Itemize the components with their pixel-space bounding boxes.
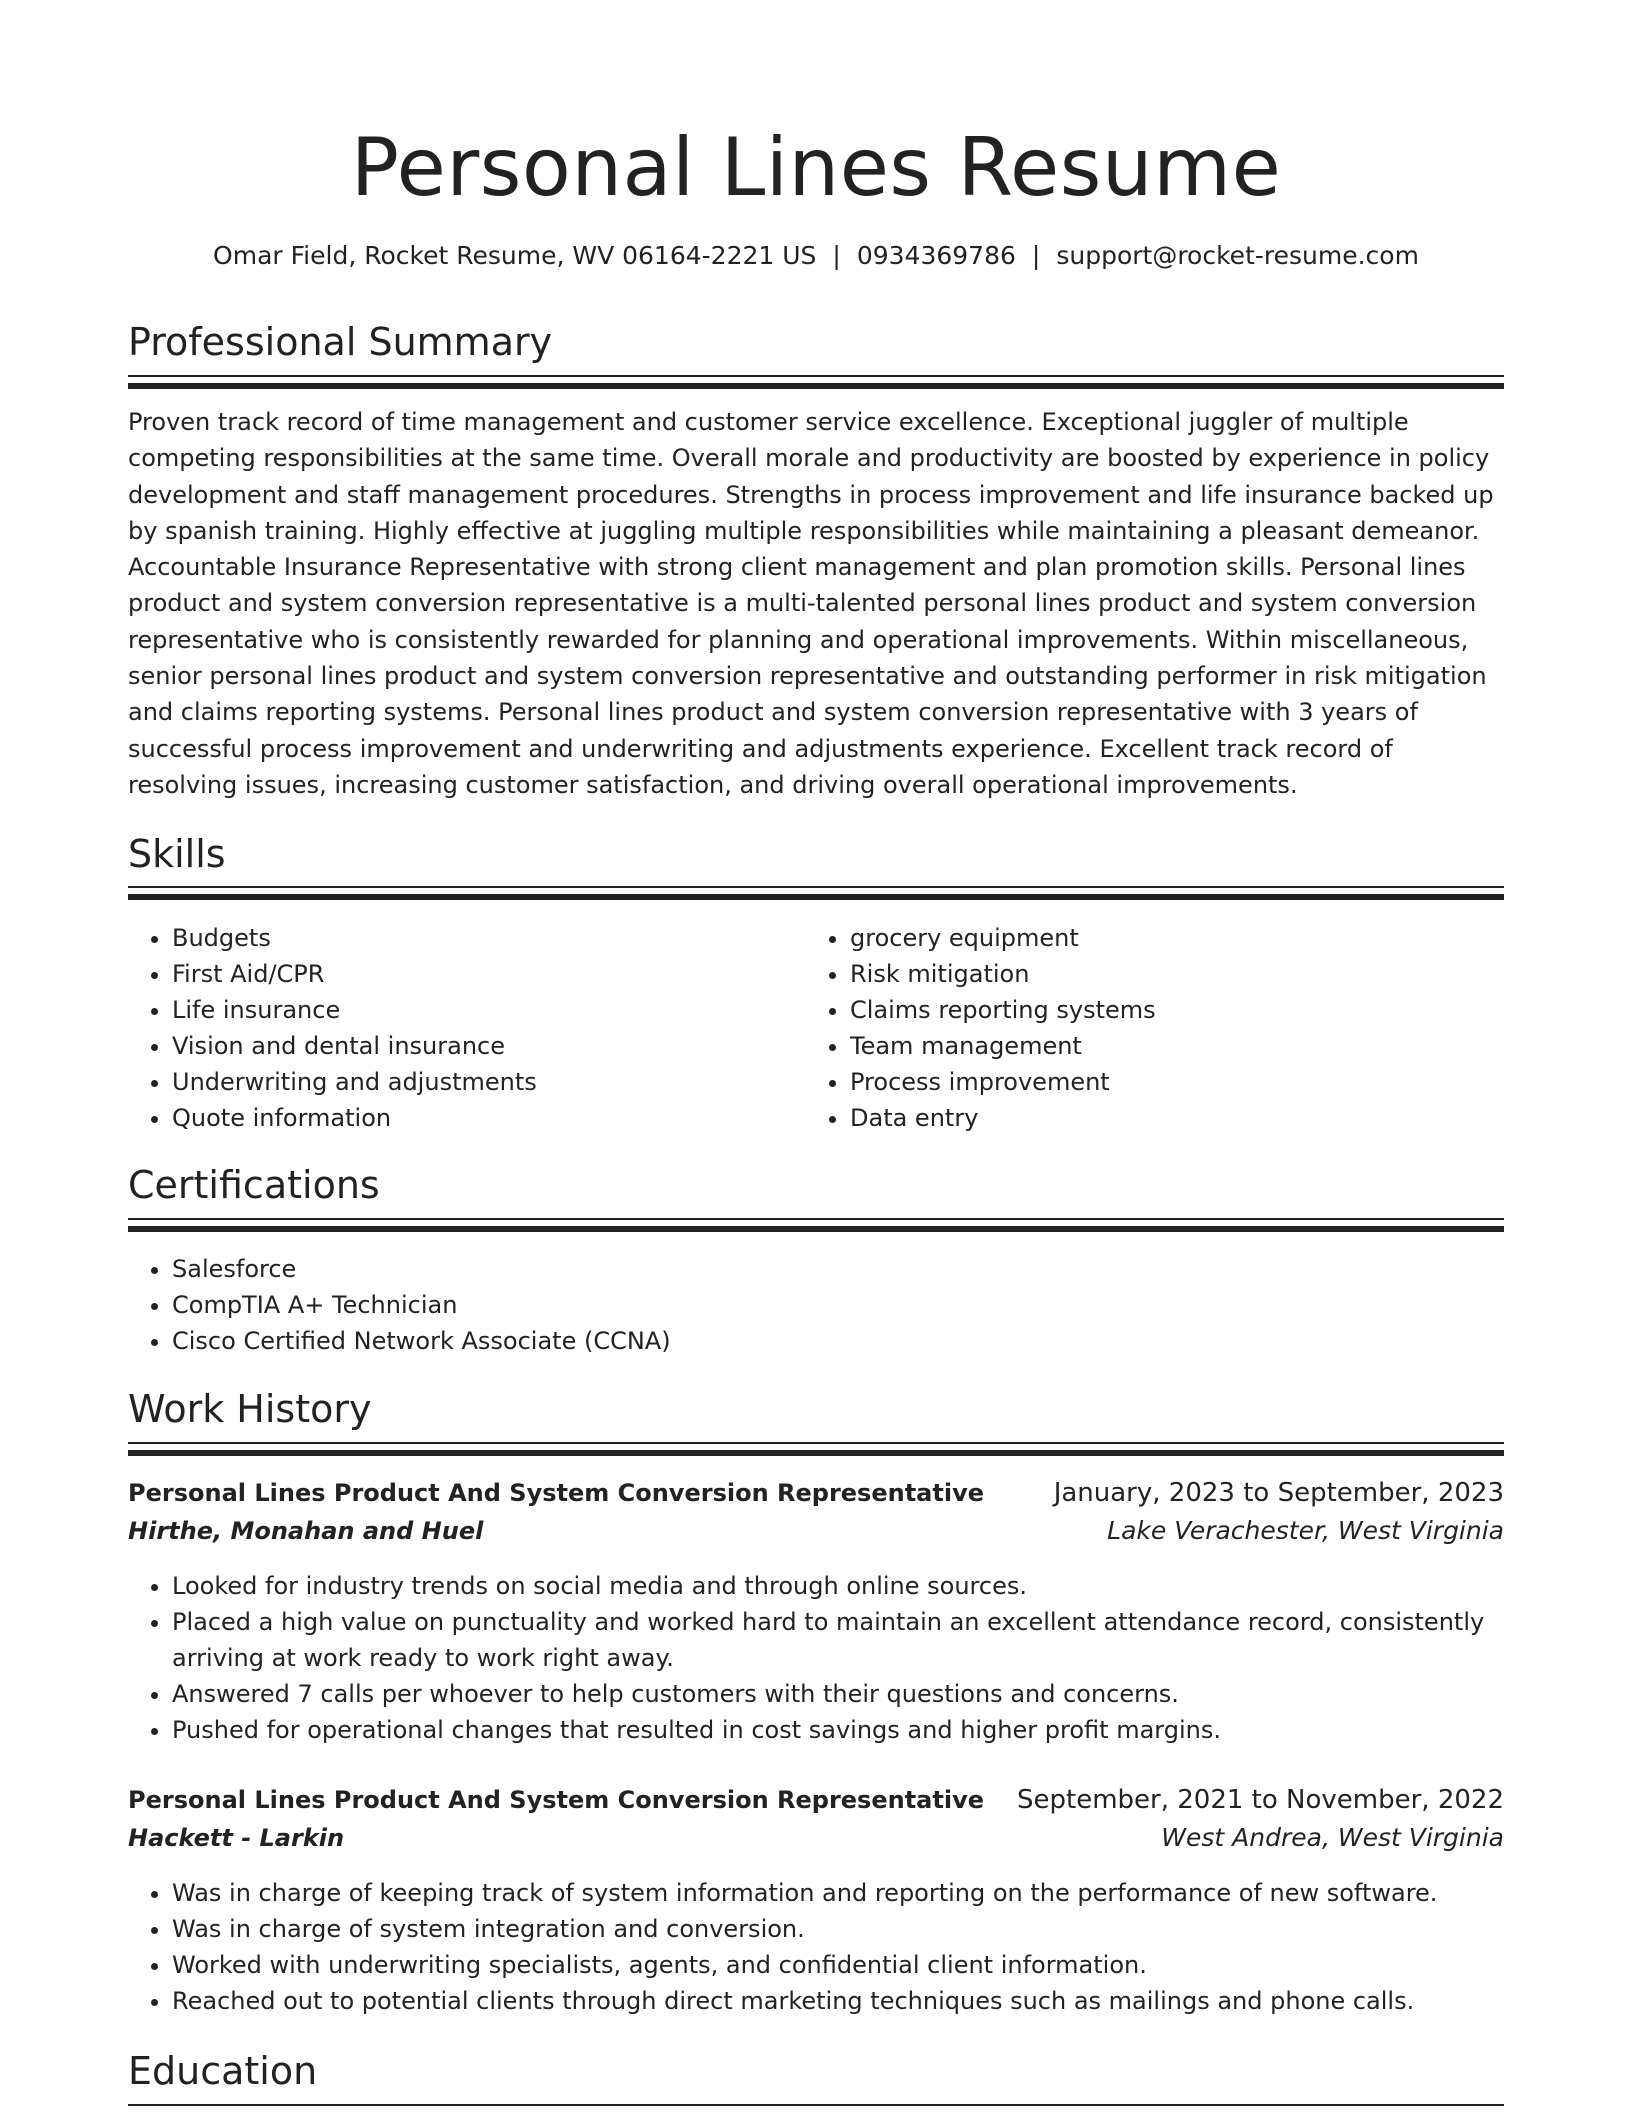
- list-item: • Was in charge of keeping track of system information and reporting on the performance of new software.: [172, 1875, 1504, 1911]
- list-item: • Data entry: [850, 1100, 1486, 1136]
- education-section: [128, 2047, 1504, 2095]
- list-item: • Salesforce: [172, 1251, 1504, 1287]
- list-item: • Was in charge of system integration and conversion.: [172, 1911, 1504, 1947]
- list-item: • Underwriting and adjustments: [172, 1064, 808, 1100]
- certifications-list: [128, 1251, 1504, 1359]
- skills-heading: Skills: [128, 832, 226, 876]
- list-item: • Team management: [850, 1028, 1486, 1064]
- work-history-section: [128, 1385, 1504, 1433]
- job-duties: [128, 1568, 1504, 1748]
- summary-heading: Professional Summary: [128, 320, 553, 364]
- job-title: Personal Lines Product And System Conversion Representative: [128, 1786, 984, 1814]
- list-item: • First Aid/CPR: [172, 956, 808, 992]
- contact-line: [128, 240, 1504, 272]
- resume-title: Personal Lines Resume: [350, 121, 1282, 214]
- contact-separator: |: [1031, 241, 1041, 270]
- list-item: • Claims reporting systems: [850, 992, 1486, 1028]
- list-item: • Life insurance: [172, 992, 808, 1028]
- list-item: • Worked with underwriting specialists, agents, and confidential client information.: [172, 1947, 1504, 1983]
- job-location: Lake Verachester, West Virginia: [1107, 1516, 1504, 1545]
- skills-list: [128, 920, 1504, 1140]
- job-company: Hackett - Larkin: [128, 1824, 345, 1852]
- list-item: • CompTIA A+ Technician: [172, 1287, 1504, 1323]
- certifications-heading: Certifications: [128, 1163, 380, 1207]
- list-item: • Risk mitigation: [850, 956, 1486, 992]
- list-item: • Cisco Certified Network Associate (CCNA): [172, 1323, 1504, 1359]
- job-dates: January, 2023 to September, 2023: [1053, 1478, 1504, 1508]
- contact-separator: |: [832, 241, 841, 270]
- skills-column-left: [128, 920, 808, 1136]
- list-item: • Quote information: [172, 1100, 808, 1136]
- certifications-section: [128, 1161, 1504, 1209]
- skills-section: [128, 830, 1504, 878]
- list-item: • Budgets: [172, 920, 808, 956]
- job-title: Personal Lines Product And System Conversion Representative: [128, 1479, 984, 1507]
- contact-address: Omar Field, Rocket Resume, WV 06164-2221 US: [213, 241, 817, 270]
- summary-section: [128, 318, 1504, 366]
- education-heading: Education: [128, 2049, 318, 2093]
- list-item: • grocery equipment: [850, 920, 1486, 956]
- job-company: Hirthe, Monahan and Huel: [128, 1517, 484, 1545]
- contact-email: support@rocket-resume.com: [1056, 241, 1419, 270]
- list-item: • Placed a high value on punctuality and worked hard to maintain an excellent attendance record, consistently arriving at work ready to work right away.: [172, 1604, 1504, 1676]
- list-item: • Process improvement: [850, 1064, 1486, 1100]
- summary-text: Proven track record of time management and customer service excellence. Exceptional juggler of multiple competing responsibilities at the same time. Overall morale and productivity are boosted by experience in policy development and staff management procedures. Strengths in process improvement and life insurance backed up by spanish training. Highly effective at juggling multiple responsibilities while maintaining a pleasant demeanor. Accountable Insurance Representative with strong client management and plan promotion skills. Personal lines product and system conversion representative is a multi-talented personal lines product and system conversion representative who is consistently rewarded for planning and operational improvements. Within miscellaneous, senior personal lines product and system conversion representative and outstanding performer in risk mitigation and claims reporting systems. Personal lines product and system conversion representative with 3 years of successful process improvement and underwriting and adjustments experience. Excellent track record of resolving issues, increasing customer satisfaction, and driving overall operational improvements.: [128, 408, 1494, 799]
- list-item: • Looked for industry trends on social media and through online sources.: [172, 1568, 1504, 1604]
- list-item: • Pushed for operational changes that resulted in cost savings and higher profit margins.: [172, 1712, 1504, 1748]
- job-duties: [128, 1875, 1504, 2019]
- work-history-heading: Work History: [128, 1387, 372, 1431]
- list-item: • Reached out to potential clients through direct marketing techniques such as mailings and phone calls.: [172, 1983, 1504, 2019]
- job-dates: September, 2021 to November, 2022: [1017, 1785, 1504, 1815]
- list-item: • Answered 7 calls per whoever to help customers with their questions and concerns.: [172, 1676, 1504, 1712]
- skills-column-right: [806, 920, 1486, 1136]
- job-location: West Andrea, West Virginia: [1161, 1823, 1504, 1852]
- list-item: • Vision and dental insurance: [172, 1028, 808, 1064]
- contact-phone: 0934369786: [856, 241, 1016, 270]
